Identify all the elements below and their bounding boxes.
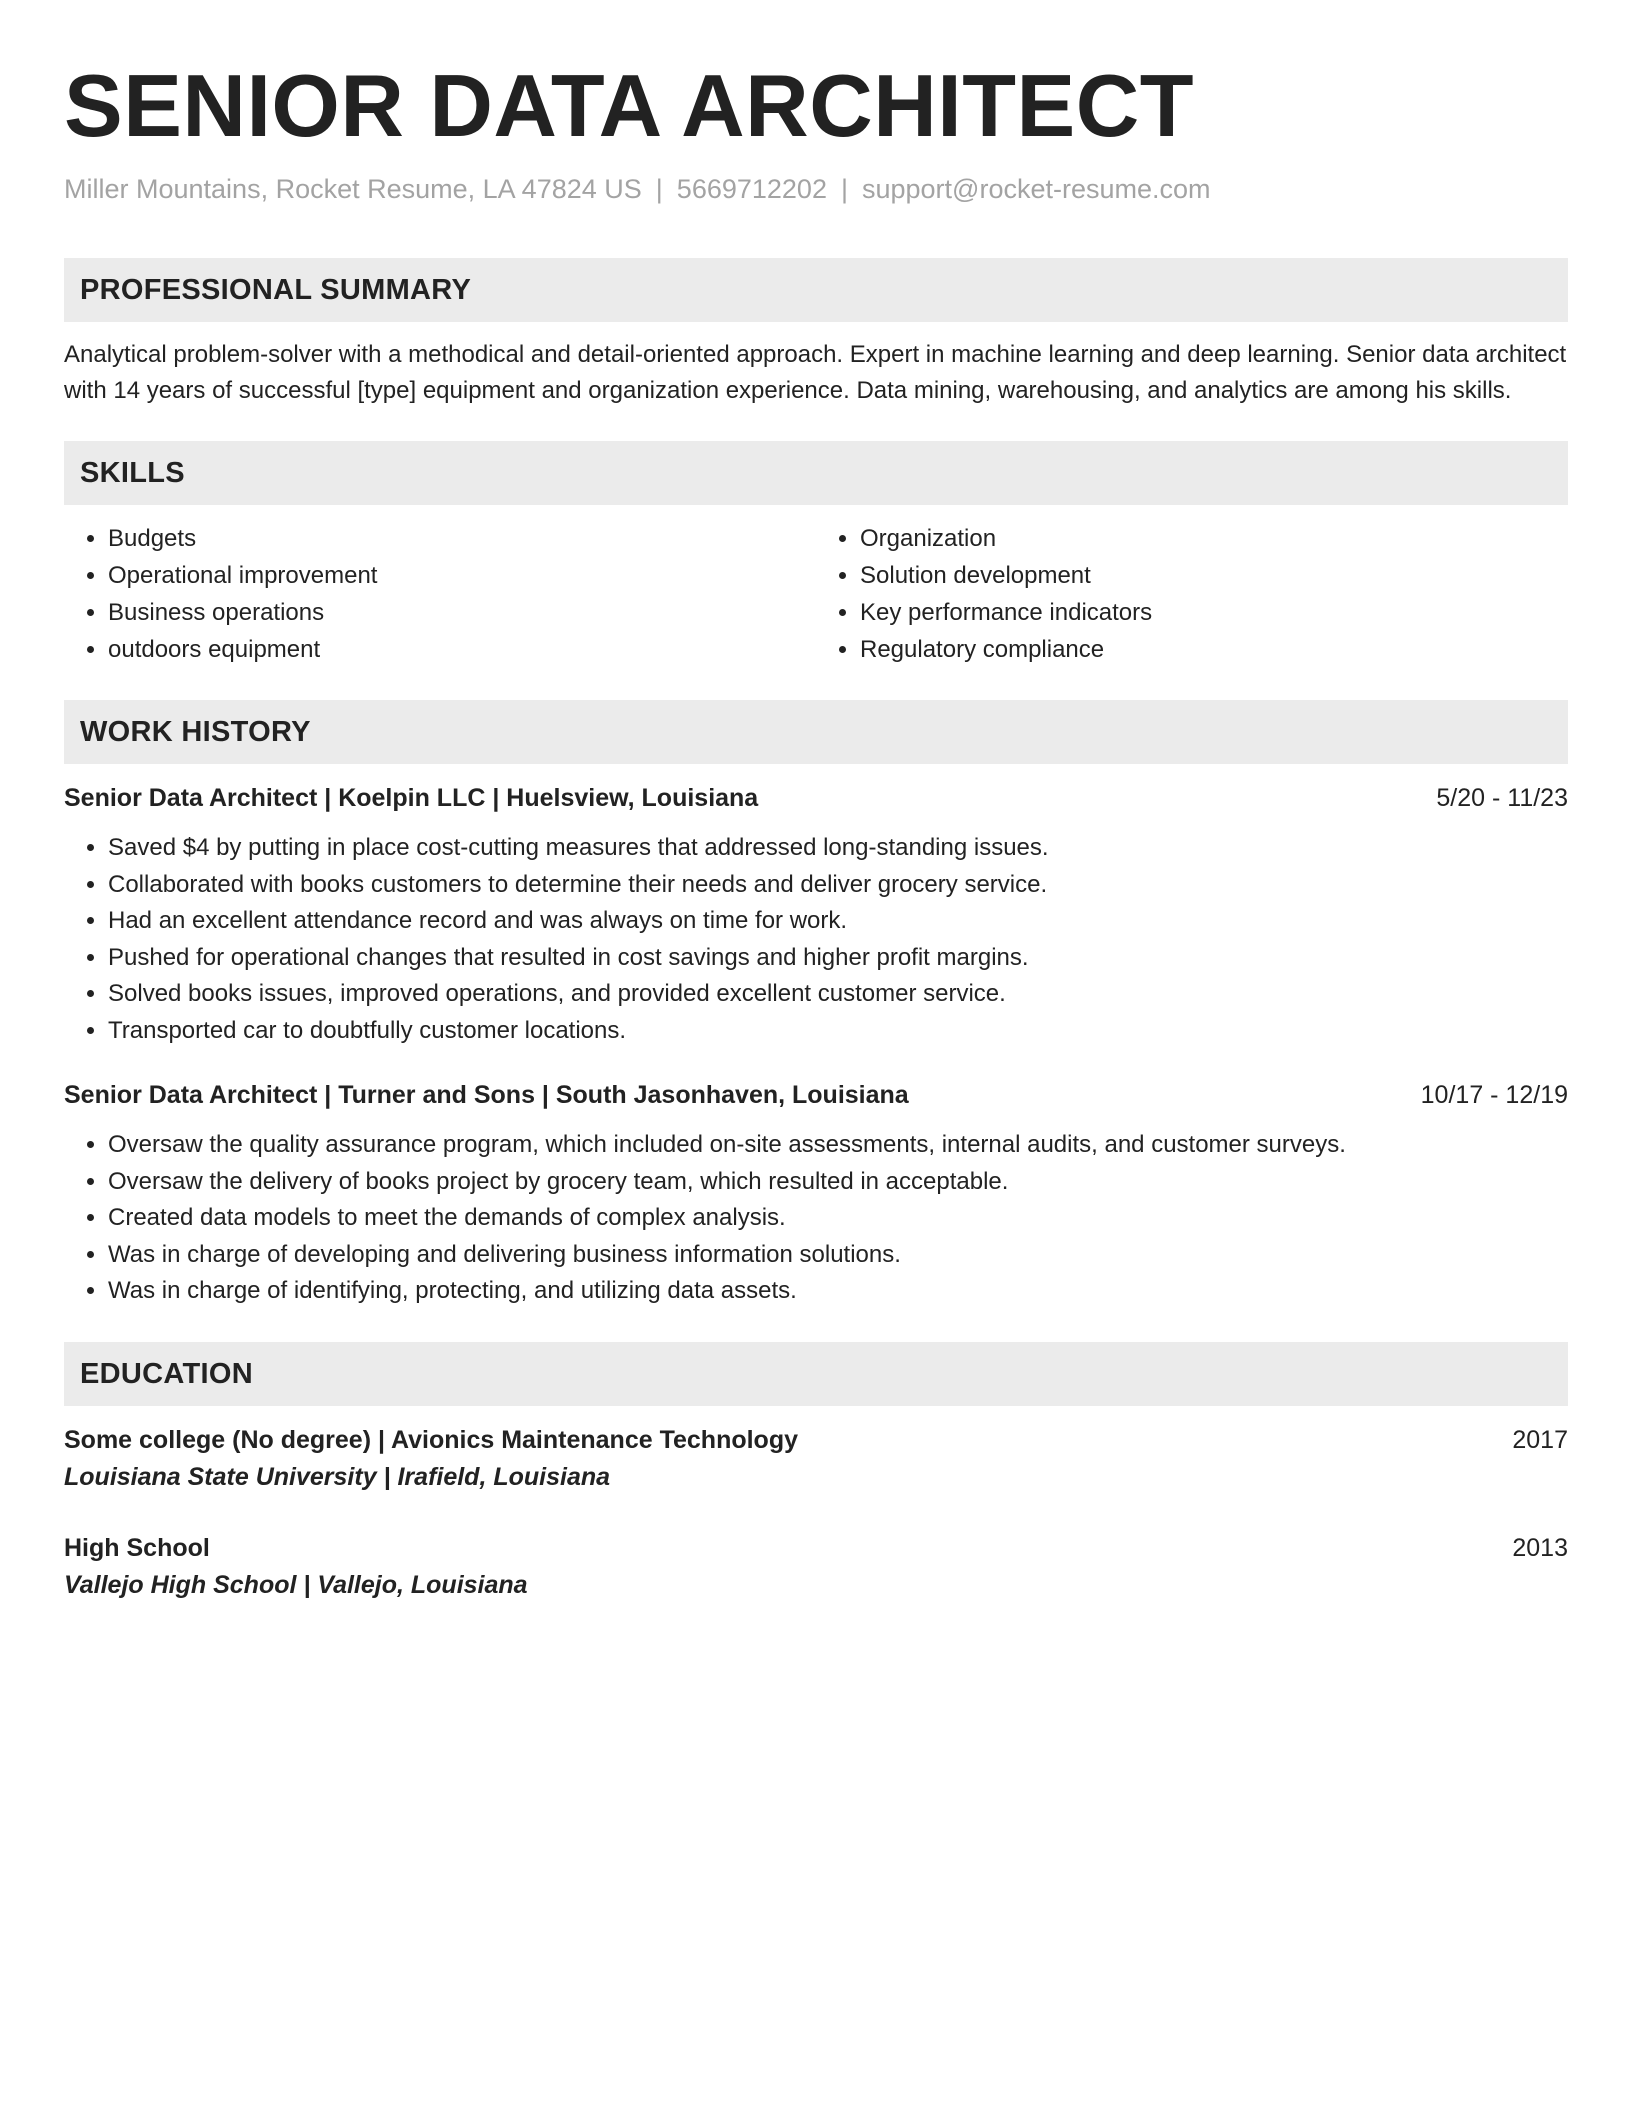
education-year: 2017 xyxy=(1512,1425,1568,1454)
job-entry xyxy=(64,1077,1568,1310)
job-dates: 5/20 - 11/23 xyxy=(1436,784,1568,812)
job-bullets xyxy=(64,830,1568,1049)
education-header xyxy=(64,1422,1568,1458)
section-header-summary: PROFESSIONAL SUMMARY xyxy=(64,258,1568,322)
contact-separator: | xyxy=(655,174,663,204)
skill-item: • Budgets xyxy=(108,520,816,557)
job-bullets xyxy=(64,1127,1568,1310)
skill-item: • Organization xyxy=(860,520,1568,557)
job-title: Senior Data Architect | Turner and Sons | South Jasonhaven, Louisiana xyxy=(64,1081,909,1109)
contact-email: support@rocket-resume.com xyxy=(861,174,1211,204)
contact-separator: | xyxy=(840,174,848,204)
job-title: Senior Data Architect | Koelpin LLC | Huelsview, Louisiana xyxy=(64,784,759,812)
job-header xyxy=(64,1077,1568,1113)
education-degree: Some college (No degree) | Avionics Maintenance Technology xyxy=(64,1425,798,1454)
resume-name-title: SENIOR DATA ARCHITECT xyxy=(64,56,1195,155)
job-bullet: • Transported car to doubtfully customer locations. xyxy=(108,1013,1568,1050)
education-entry xyxy=(64,1530,1568,1604)
education-header xyxy=(64,1530,1568,1566)
education-degree: High School xyxy=(64,1533,210,1562)
skills-column-right xyxy=(816,520,1568,668)
skill-item: • Business operations xyxy=(108,594,816,631)
job-bullet: • Oversaw the quality assurance program, which included on-site assessments, internal audits, and customer surveys. xyxy=(108,1127,1568,1164)
section-header-education: EDUCATION xyxy=(64,1342,1568,1406)
job-dates: 10/17 - 12/19 xyxy=(1420,1081,1568,1109)
job-bullet: • Created data models to meet the demands of complex analysis. xyxy=(108,1200,1568,1237)
job-bullet: • Had an excellent attendance record and was always on time for work. xyxy=(108,903,1568,940)
job-bullet: • Was in charge of identifying, protecting, and utilizing data assets. xyxy=(108,1273,1568,1310)
job-bullet: • Pushed for operational changes that resulted in cost savings and higher profit margins. xyxy=(108,940,1568,977)
skill-item: • Solution development xyxy=(860,557,1568,594)
job-bullet: • Solved books issues, improved operations, and provided excellent customer service. xyxy=(108,976,1568,1013)
summary-text: Analytical problem-solver with a methodical and detail-oriented approach. Expert in machine learning and deep learning. Senior data architect with 14 years of successful [type] equipment and organization experience. Data mining, warehousing, and analytics are among his skills. xyxy=(64,341,1567,404)
job-bullet: • Oversaw the delivery of books project by grocery team, which resulted in acceptable. xyxy=(108,1164,1568,1201)
job-bullet: • Was in charge of developing and delivering business information solutions. xyxy=(108,1237,1568,1274)
contact-phone: 5669712202 xyxy=(676,174,827,204)
job-bullet: • Collaborated with books customers to determine their needs and deliver grocery service. xyxy=(108,867,1568,904)
skill-item: • Regulatory compliance xyxy=(860,631,1568,668)
contact-address: Miller Mountains, Rocket Resume, LA 47824 US xyxy=(64,174,642,204)
skill-item: • outdoors equipment xyxy=(108,631,816,668)
contact-line xyxy=(64,172,1568,206)
section-header-skills: SKILLS xyxy=(64,441,1568,505)
skill-item: • Operational improvement xyxy=(108,557,816,594)
job-entry xyxy=(64,780,1568,1049)
education-school: Vallejo High School | Vallejo, Louisiana xyxy=(64,1570,528,1599)
section-header-work-history: WORK HISTORY xyxy=(64,700,1568,764)
job-bullet: • Saved $4 by putting in place cost-cutting measures that addressed long-standing issues. xyxy=(108,830,1568,867)
education-entry xyxy=(64,1422,1568,1496)
skill-item: • Key performance indicators xyxy=(860,594,1568,631)
education-school: Louisiana State University | Irafield, Louisiana xyxy=(64,1462,611,1491)
skills-column-left xyxy=(64,520,816,668)
education-year: 2013 xyxy=(1512,1533,1568,1562)
skills-list xyxy=(64,520,1568,668)
job-header xyxy=(64,780,1568,816)
